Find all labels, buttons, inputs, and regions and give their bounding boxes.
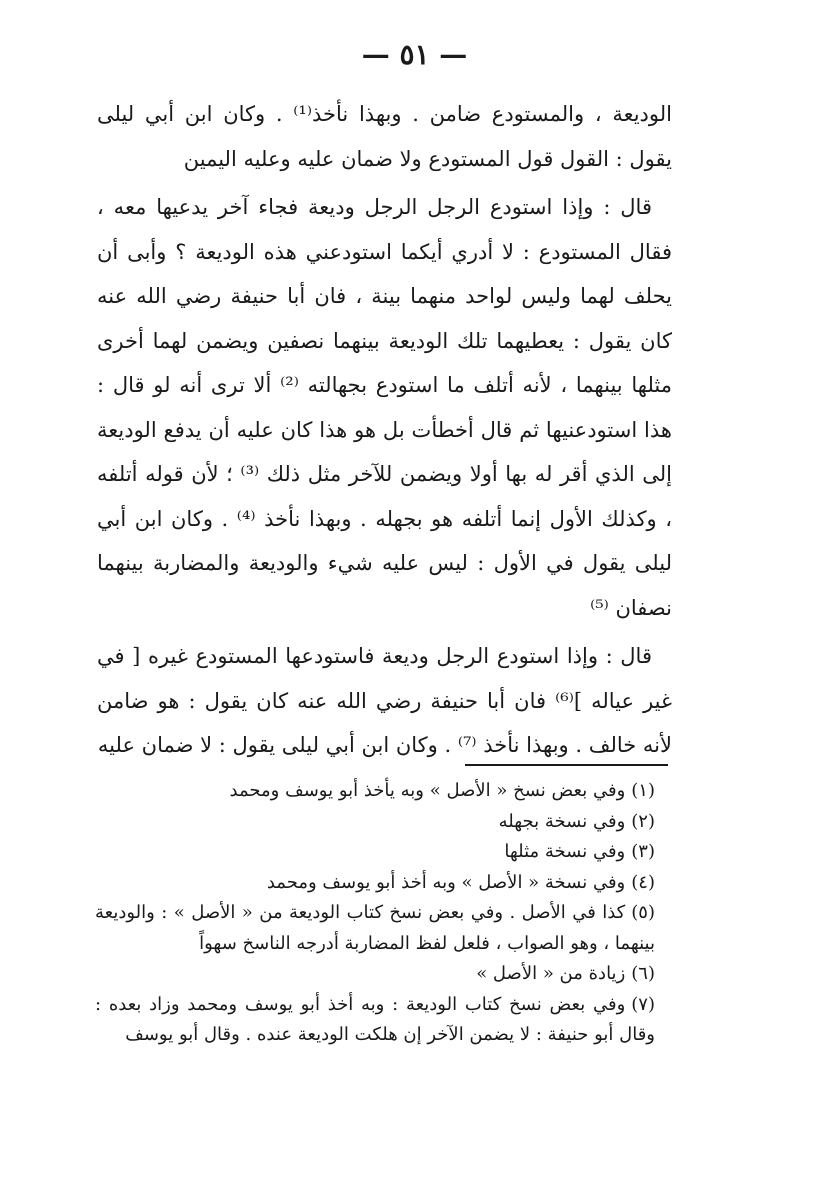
footnotes bbox=[95, 776, 675, 1051]
footnote-divider bbox=[465, 764, 668, 766]
paragraph: قال : وإذا استودع الرجل وديعة فاستودعها المستودع غيره [ في غير عياله ]⁽⁶⁾ فان أبا حنيفة رضي الله عنه كان يقول : هو ضامن لأنه خالف . وبهذا نأخذ ⁽⁷⁾ . وكان ابن أبي ليلى يقول : لا ضمان عليه bbox=[97, 644, 672, 757]
footnote-number: (٧) bbox=[631, 993, 655, 1015]
paragraph: الوديعة ، والمستودع ضامن . وبهذا نأخذ⁽¹⁾ . وكان ابن أبي ليلى يقول : القول قول المستودع ولا ضمان عليه وعليه اليمين bbox=[97, 102, 672, 171]
paragraph: قال : وإذا استودع الرجل الرجل وديعة فجاء آخر يدعيها معه ، فقال المستودع : لا أدري أيكما استودعني هذه الوديعة ؟ وأبى أن يحلف لهما وليس لواحد منهما بينة ، فان أبا حنيفة رضي الله عنه كان يقول : يعطيهما تلك الوديعة بينهما نصفين ويضمن لهما أخرى مثلها بينهما ، لأنه أتلف ما استودع بجهالته ⁽²⁾ ألا ترى أنه لو قال : هذا استودعنيها ثم قال أخطأت بل هو هذا كان عليه أن يدفع الوديعة إلى الذي أقر له بها أولا ويضمن للآخر مثل ذلك ⁽³⁾ ؛ لأن قوله أتلفه ، وكذلك الأول إنما أتلفه هو بجهله . وبهذا نأخذ ⁽⁴⁾ . وكان ابن أبي ليلى يقول في الأول : ليس عليه شيء والوديعة والمضاربة بينهما نصفان ⁽⁵⁾ bbox=[97, 195, 672, 620]
footnote-text: وفي بعض نسخ كتاب الوديعة : وبه أخذ أبو يوسف ومحمد وزاد بعده : وقال أبو حنيفة : لا يضمن الآخر إن هلكت الوديعة عنده . وقال أبو يوسف bbox=[95, 993, 655, 1045]
footnote-number: (٢) bbox=[631, 810, 655, 832]
footnote-text: كذا في الأصل . وفي بعض نسخ كتاب الوديعة من « الأصل » : والوديعة بينهما ، وهو الصواب ، فلعل لفظ المضاربة أدرجه الناسخ سهواً bbox=[95, 902, 655, 954]
footnote-text: وفي نسخة بجهله bbox=[498, 810, 626, 832]
page-number: — ٥١ — bbox=[361, 38, 468, 71]
footnote-text: وفي نسخة « الأصل » وبه أخذ أبو يوسف ومحمد bbox=[266, 871, 626, 893]
footnote-text: وفي بعض نسخ « الأصل » وبه يأخذ أبو يوسف ومحمد bbox=[229, 780, 626, 801]
main-text bbox=[97, 92, 672, 768]
footnote bbox=[95, 807, 675, 838]
footnote-number: (١) bbox=[631, 780, 655, 801]
footnote bbox=[95, 990, 675, 1051]
footnote-number: (٦) bbox=[631, 963, 655, 984]
footnote bbox=[95, 959, 675, 990]
footnote bbox=[95, 898, 675, 959]
footnote bbox=[95, 776, 675, 807]
footnote-text: زيادة من « الأصل » bbox=[476, 963, 626, 984]
footnote bbox=[95, 868, 675, 899]
footnote-number: (٣) bbox=[631, 841, 655, 862]
footnote-number: (٥) bbox=[631, 902, 655, 923]
footnote-text: وفي نسخة مثلها bbox=[504, 841, 626, 862]
footnote bbox=[95, 837, 675, 868]
footnote-number: (٤) bbox=[631, 871, 655, 893]
